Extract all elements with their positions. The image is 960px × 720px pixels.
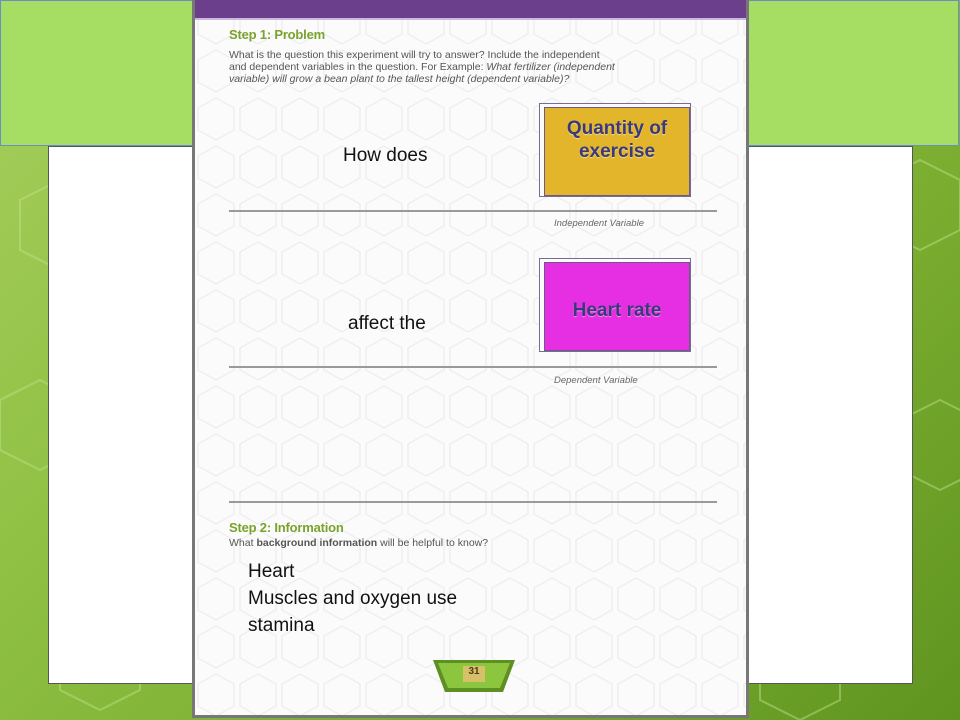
question-phrase-affect-the: affect the: [348, 313, 426, 334]
step1-line2: [229, 61, 709, 73]
step1-line3: [229, 73, 709, 85]
worksheet-top-bar: [195, 0, 746, 18]
step1-line2-text: and dependent variables in the question. For Example:: [229, 61, 484, 73]
independent-variable-fill: [544, 107, 690, 196]
dependent-variable-label: Dependent Variable: [554, 375, 638, 386]
page-number: 31: [468, 666, 480, 677]
step1-heading: Step 1: Problem: [229, 27, 325, 42]
independent-variable-line: [229, 210, 717, 212]
independent-variable-box: [539, 103, 691, 197]
step1-example-end: variable) will grow a bean plant to the tallest height (dependent variable)?: [229, 73, 570, 85]
information-item: Heart: [248, 561, 295, 582]
dependent-variable-value: Heart rate: [572, 300, 662, 321]
step2-prompt: [229, 537, 709, 549]
step1-line1: What is the question this experiment will try to answer? Include the independent: [229, 49, 600, 61]
step1-example-start: What fertilizer (independent: [486, 61, 615, 73]
step2-prompt-before: What: [229, 537, 257, 549]
step2-prompt-after: will be helpful to know?: [377, 537, 489, 549]
dependent-variable-box: [539, 258, 691, 352]
page-number-tab: [433, 658, 515, 694]
step2-heading: Step 2: Information: [229, 520, 344, 535]
dependent-variable-fill: [544, 262, 690, 351]
information-item: stamina: [248, 615, 315, 636]
independent-variable-value: Quantity of exercise: [566, 118, 668, 162]
step2-prompt-bold: background information: [256, 537, 378, 549]
question-end-line: [229, 501, 717, 503]
question-phrase-how-does: How does: [343, 145, 428, 166]
dependent-variable-line: [229, 366, 717, 368]
worksheet-page: [192, 0, 749, 718]
independent-variable-label: Independent Variable: [554, 218, 644, 229]
information-item: Muscles and oxygen use: [248, 588, 458, 609]
information-list: [248, 558, 457, 639]
step1-instructions: [229, 49, 709, 85]
